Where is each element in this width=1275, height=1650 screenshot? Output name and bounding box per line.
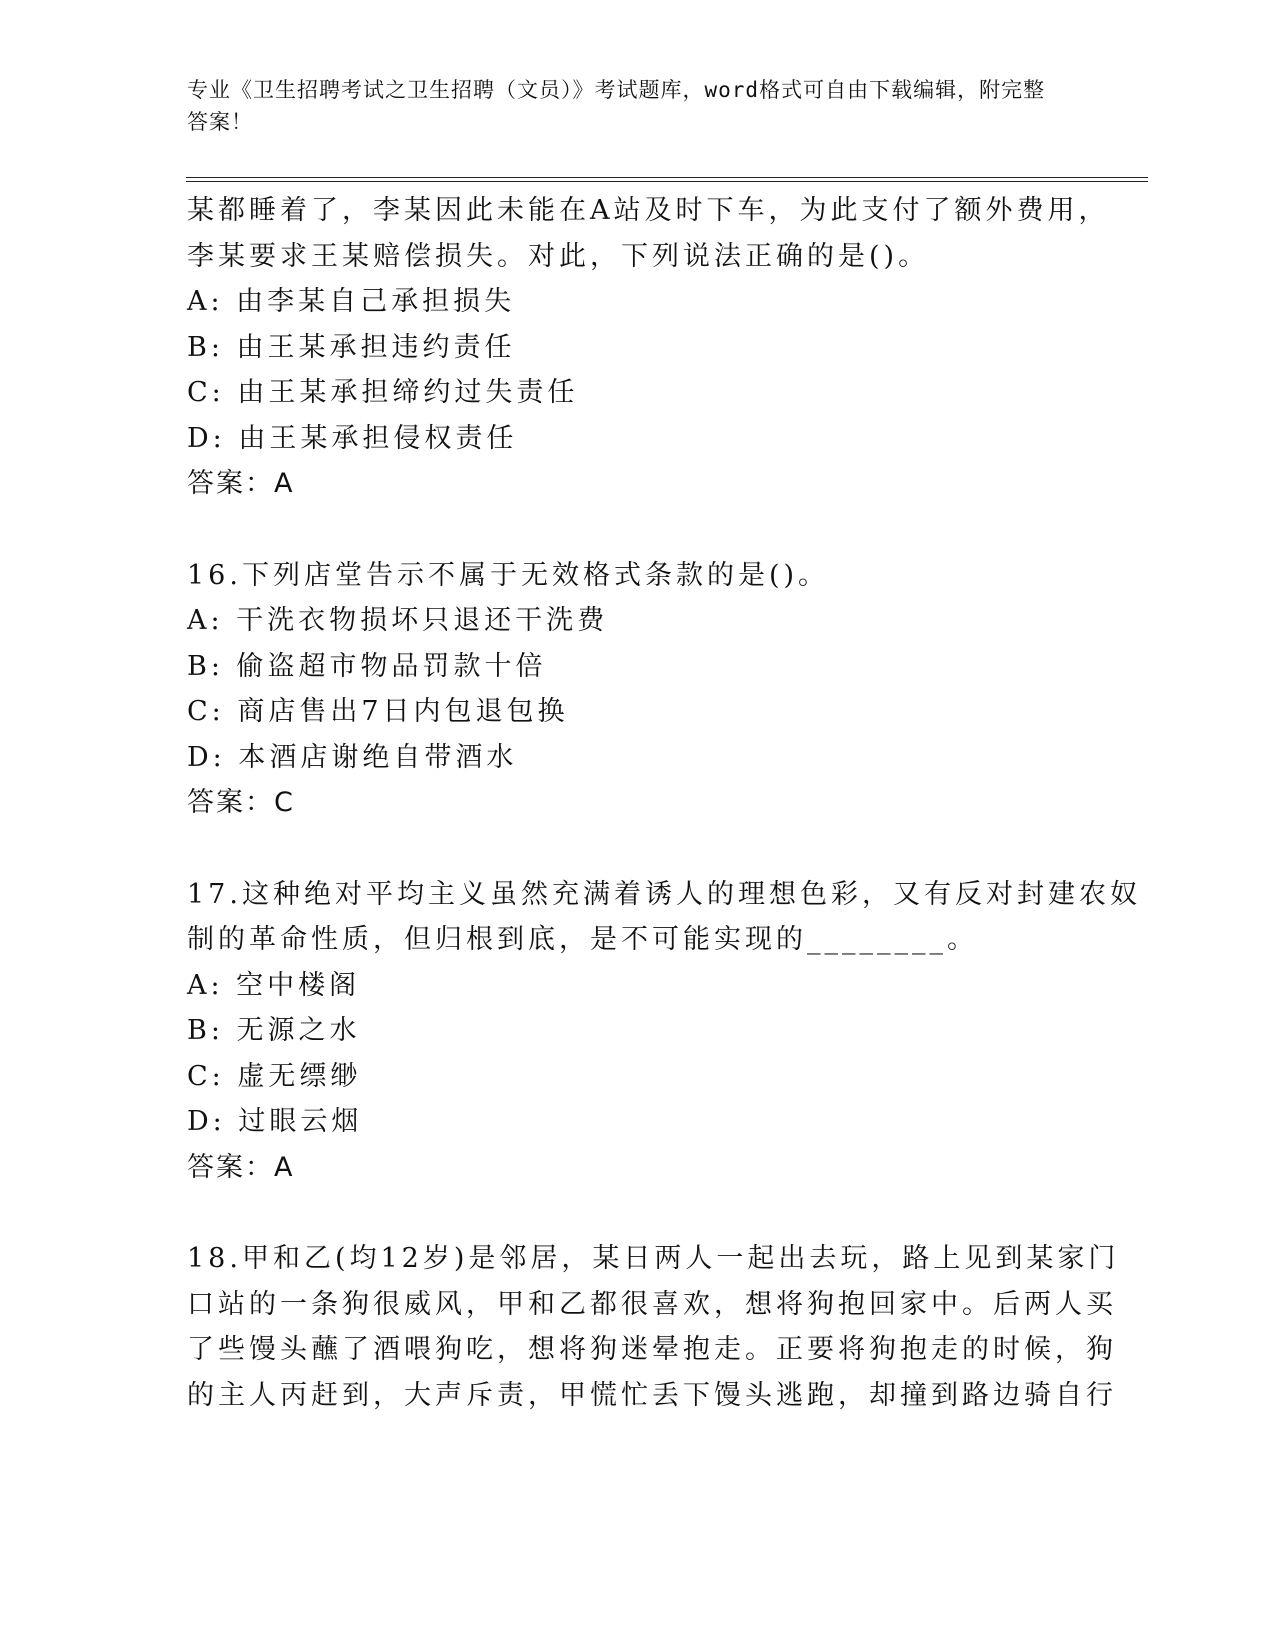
option-b: B: 由王某承担违约责任 bbox=[187, 331, 516, 363]
question-17 bbox=[187, 872, 1141, 1191]
question-18 bbox=[187, 1236, 1120, 1418]
header-divider bbox=[186, 177, 1148, 182]
question-15 bbox=[187, 188, 1110, 507]
option-d: D: 过眼云烟 bbox=[187, 1106, 363, 1137]
page-header: 专业《卫生招聘考试之卫生招聘（文员）》考试题库，word格式可自由下载编辑，附完整答案！ bbox=[187, 78, 1046, 134]
option-a: A: 空中楼阁 bbox=[187, 969, 361, 1001]
answer: 答案：A bbox=[187, 468, 295, 499]
question-stem: 李某要求王某赔偿损失。对此，下列说法正确的是()。 bbox=[187, 240, 930, 272]
question-stem: 口站的一条狗很威风，甲和乙都很喜欢，想将狗抱回家中。后两人买 bbox=[187, 1288, 1117, 1320]
question-stem: 18.甲和乙(均12岁)是邻居，某日两人一起出去玩，路上见到某家门 bbox=[187, 1243, 1120, 1274]
answer: 答案：A bbox=[187, 1151, 295, 1183]
option-b: B: 无源之水 bbox=[187, 1015, 361, 1046]
spacer bbox=[187, 507, 1087, 553]
option-b: B: 偷盗超市物品罚款十倍 bbox=[187, 650, 547, 682]
option-c: C: 虚无缥缈 bbox=[187, 1060, 362, 1092]
spacer bbox=[187, 1190, 1087, 1236]
question-stem: 17.这种绝对平均主义虽然充满着诱人的理想色彩，又有反对封建农奴 bbox=[187, 878, 1141, 910]
question-list bbox=[187, 188, 1141, 1418]
answer: 答案：C bbox=[187, 787, 295, 818]
question-16 bbox=[187, 553, 1087, 826]
option-a: A: 干洗衣物损坏只退还干洗费 bbox=[187, 605, 609, 636]
question-stem: 某都睡着了，李某因此未能在A站及时下车，为此支付了额外费用， bbox=[187, 195, 1110, 226]
option-c: C: 由王某承担缔约过失责任 bbox=[187, 377, 579, 408]
question-stem: 了些馒头蘸了酒喂狗吃，想将狗迷晕抱走。正要将狗抱走的时候，狗 bbox=[187, 1334, 1117, 1365]
spacer bbox=[187, 826, 1087, 872]
question-stem: 制的革命性质，但归根到底，是不可能实现的________。 bbox=[187, 924, 978, 955]
option-c: C: 商店售出7日内包退包换 bbox=[187, 696, 569, 727]
question-stem: 的主人丙赶到，大声斥责，甲慌忙丢下馒头逃跑，却撞到路边骑自行 bbox=[187, 1379, 1117, 1411]
option-d: D: 由王某承担侵权责任 bbox=[187, 422, 518, 454]
option-a: A: 由李某自己承担损失 bbox=[187, 286, 516, 317]
question-stem: 16.下列店堂告示不属于无效格式条款的是()。 bbox=[187, 559, 830, 591]
option-d: D: 本酒店谢绝自带酒水 bbox=[187, 741, 518, 773]
